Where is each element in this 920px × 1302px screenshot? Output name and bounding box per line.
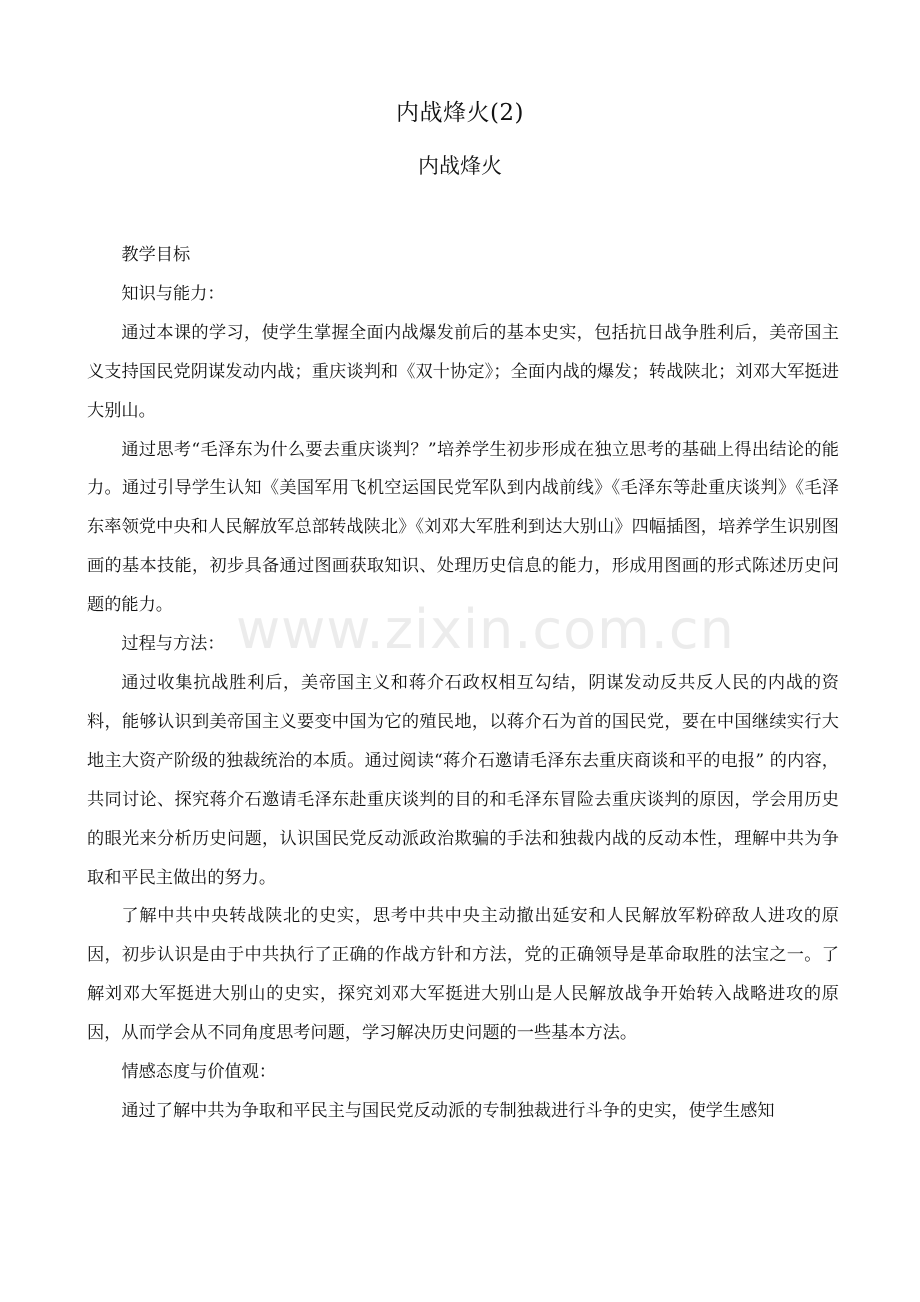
section-heading-knowledge: 知识与能力： bbox=[121, 283, 225, 304]
document-body bbox=[87, 236, 839, 1131]
section-heading-goals: 教学目标 bbox=[121, 245, 191, 265]
process-paragraph-2: 了解中共中央转战陕北的史实，思考中共中央主动撤出延安和人民解放军粉碎敌人进攻的原因，初步认识是由于中共执行了正确的作战方针和方法，党的正确领导是革命取胜的法宝之一。了解刘邓大军挺进大别山的史实，探究刘邓大军挺进大别山是人民解放战争开始转入战略进攻的原因，从而学会从不同角度思考问题，学习解决历史问题的一些基本方法。 bbox=[87, 906, 839, 1044]
knowledge-paragraph-2: 通过思考“毛泽东为什么要去重庆谈判？”培养学生初步形成在独立思考的基础上得出结论的能力。通过引导学生认知《美国军用飞机空运国民党军队到内战前线》《毛泽东等赴重庆谈判》《毛泽东率领党中央和人民解放军总部转战陕北》《刘邓大军胜利到达大别山》四幅插图，培养学生识别图画的基本技能，初步具备通过图画获取知识、处理历史信息的能力，形成用图画的形式陈述历史问题的能力。 bbox=[87, 439, 839, 616]
process-paragraph-1: 通过收集抗战胜利后，美帝国主义和蒋介石政权相互勾结，阴谋发动反共反人民的内战的资料，能够认识到美帝国主义要变中国为它的殖民地，以蒋介石为首的国民党，要在中国继续实行大地主大资产阶级的独裁统治的本质。通过阅读“蒋介石邀请毛泽东去重庆商谈和平的电报” 的内容，共同讨论、探究蒋介石邀请毛泽东赴重庆谈判的目的和毛泽东冒险去重庆谈判的原因，学会用历史的眼光来分析历史问题，认识国民党反动派政治欺骗的手法和独裁内战的反动本性，理解中共为争取和平民主做出的努力。 bbox=[87, 672, 839, 888]
section-heading-emotion: 情感态度与价值观： bbox=[121, 1062, 277, 1083]
emotion-paragraph-1: 通过了解中共为争取和平民主与国民党反动派的专制独裁进行斗争的史实，使学生感知 bbox=[121, 1100, 775, 1121]
section-heading-process: 过程与方法： bbox=[121, 634, 225, 655]
document-subtitle: 内战烽火 bbox=[418, 154, 502, 178]
document-title: 内战烽火(2) bbox=[395, 100, 525, 126]
watermark: www.zixin.com.cn bbox=[236, 598, 735, 661]
knowledge-paragraph-1: 通过本课的学习，使学生掌握全面内战爆发前后的基本史实，包括抗日战争胜利后，美帝国主义支持国民党阴谋发动内战；重庆谈判和《双十协定》；全面内战的爆发；转战陕北；刘邓大军挺进大别山。 bbox=[87, 322, 839, 421]
